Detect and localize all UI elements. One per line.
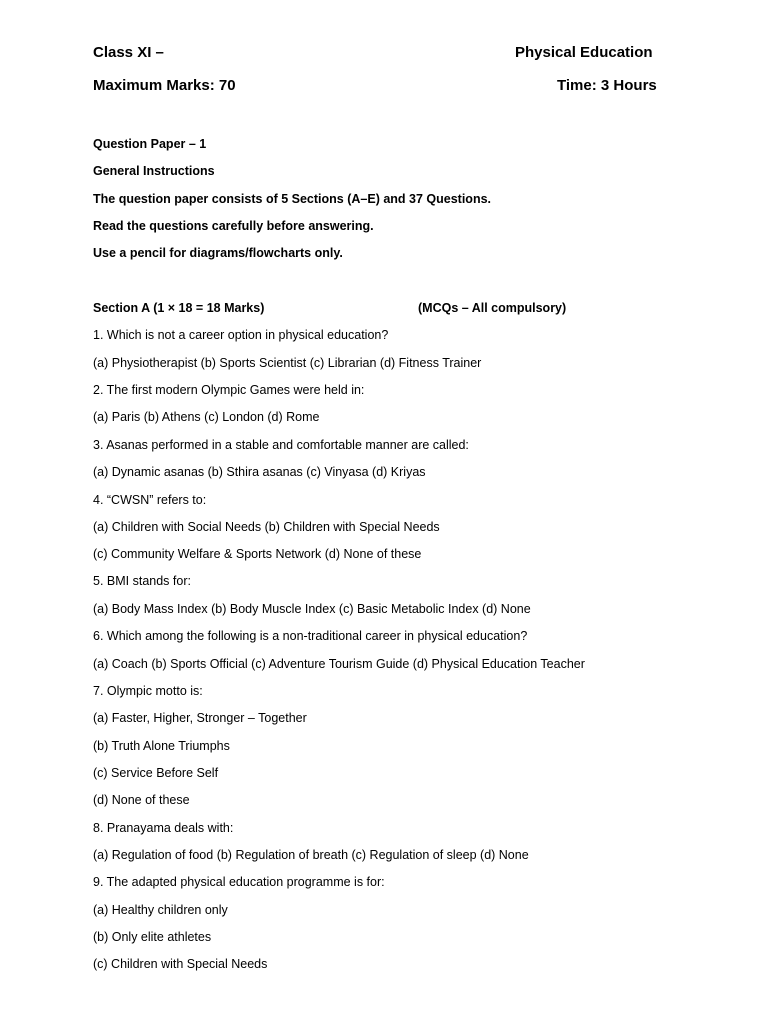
question-line: 6. Which among the following is a non-traditional career in physical education? — [93, 629, 528, 643]
question-line: 7. Olympic motto is: — [93, 684, 203, 698]
question-line: 8. Pranayama deals with: — [93, 821, 234, 835]
instruction-line: Use a pencil for diagrams/flowcharts only. — [93, 246, 343, 260]
option-line: (a) Faster, Higher, Stronger – Together — [93, 711, 307, 725]
header-row-class-subject — [93, 44, 661, 68]
question-line: 2. The first modern Olympic Games were held in: — [93, 383, 365, 397]
section-a-title: Section A (1 × 18 = 18 Marks) — [93, 301, 265, 315]
option-line: (a) Dynamic asanas (b) Sthira asanas (c) Vinyasa (d) Kriyas — [93, 465, 426, 479]
section-a-heading — [93, 300, 661, 316]
question-line: 3. Asanas performed in a stable and comfortable manner are called: — [93, 438, 469, 452]
option-line: (c) Children with Special Needs — [93, 957, 268, 971]
instructions-heading: General Instructions — [93, 164, 215, 178]
max-marks-label: Maximum Marks: 70 — [93, 77, 236, 94]
option-line: (a) Regulation of food (b) Regulation of breath (c) Regulation of sleep (d) None — [93, 848, 529, 862]
option-line: (c) Service Before Self — [93, 766, 219, 780]
class-label: Class XI – — [93, 44, 164, 61]
paper-title: Question Paper – 1 — [93, 137, 207, 151]
option-line: (a) Healthy children only — [93, 903, 228, 917]
option-line: (a) Children with Social Needs (b) Children with Special Needs — [93, 520, 440, 534]
option-line: (a) Physiotherapist (b) Sports Scientist (c) Librarian (d) Fitness Trainer — [93, 356, 482, 370]
section-a-note: (MCQs – All compulsory) — [418, 301, 567, 315]
time-label: Time: 3 Hours — [557, 77, 657, 94]
option-line: (a) Coach (b) Sports Official (c) Adventure Tourism Guide (d) Physical Education Teacher — [93, 657, 585, 671]
option-line: (d) None of these — [93, 793, 190, 807]
option-line: (a) Body Mass Index (b) Body Muscle Index (c) Basic Metabolic Index (d) None — [93, 602, 531, 616]
instruction-line: Read the questions carefully before answering. — [93, 219, 374, 233]
option-line: (c) Community Welfare & Sports Network (d) None of these — [93, 547, 422, 561]
option-line: (b) Truth Alone Triumphs — [93, 739, 230, 753]
option-line: (a) Paris (b) Athens (c) London (d) Rome — [93, 410, 320, 424]
subject-label: Physical Education — [515, 44, 653, 61]
question-line: 4. “CWSN” refers to: — [93, 493, 207, 507]
question-line: 5. BMI stands for: — [93, 574, 191, 588]
question-line: 1. Which is not a career option in physical education? — [93, 328, 389, 342]
question-line: 9. The adapted physical education programme is for: — [93, 875, 385, 889]
instruction-line: The question paper consists of 5 Sections (A–E) and 37 Questions. — [93, 192, 491, 206]
option-line: (b) Only elite athletes — [93, 930, 212, 944]
header-row-marks-time — [93, 77, 661, 101]
